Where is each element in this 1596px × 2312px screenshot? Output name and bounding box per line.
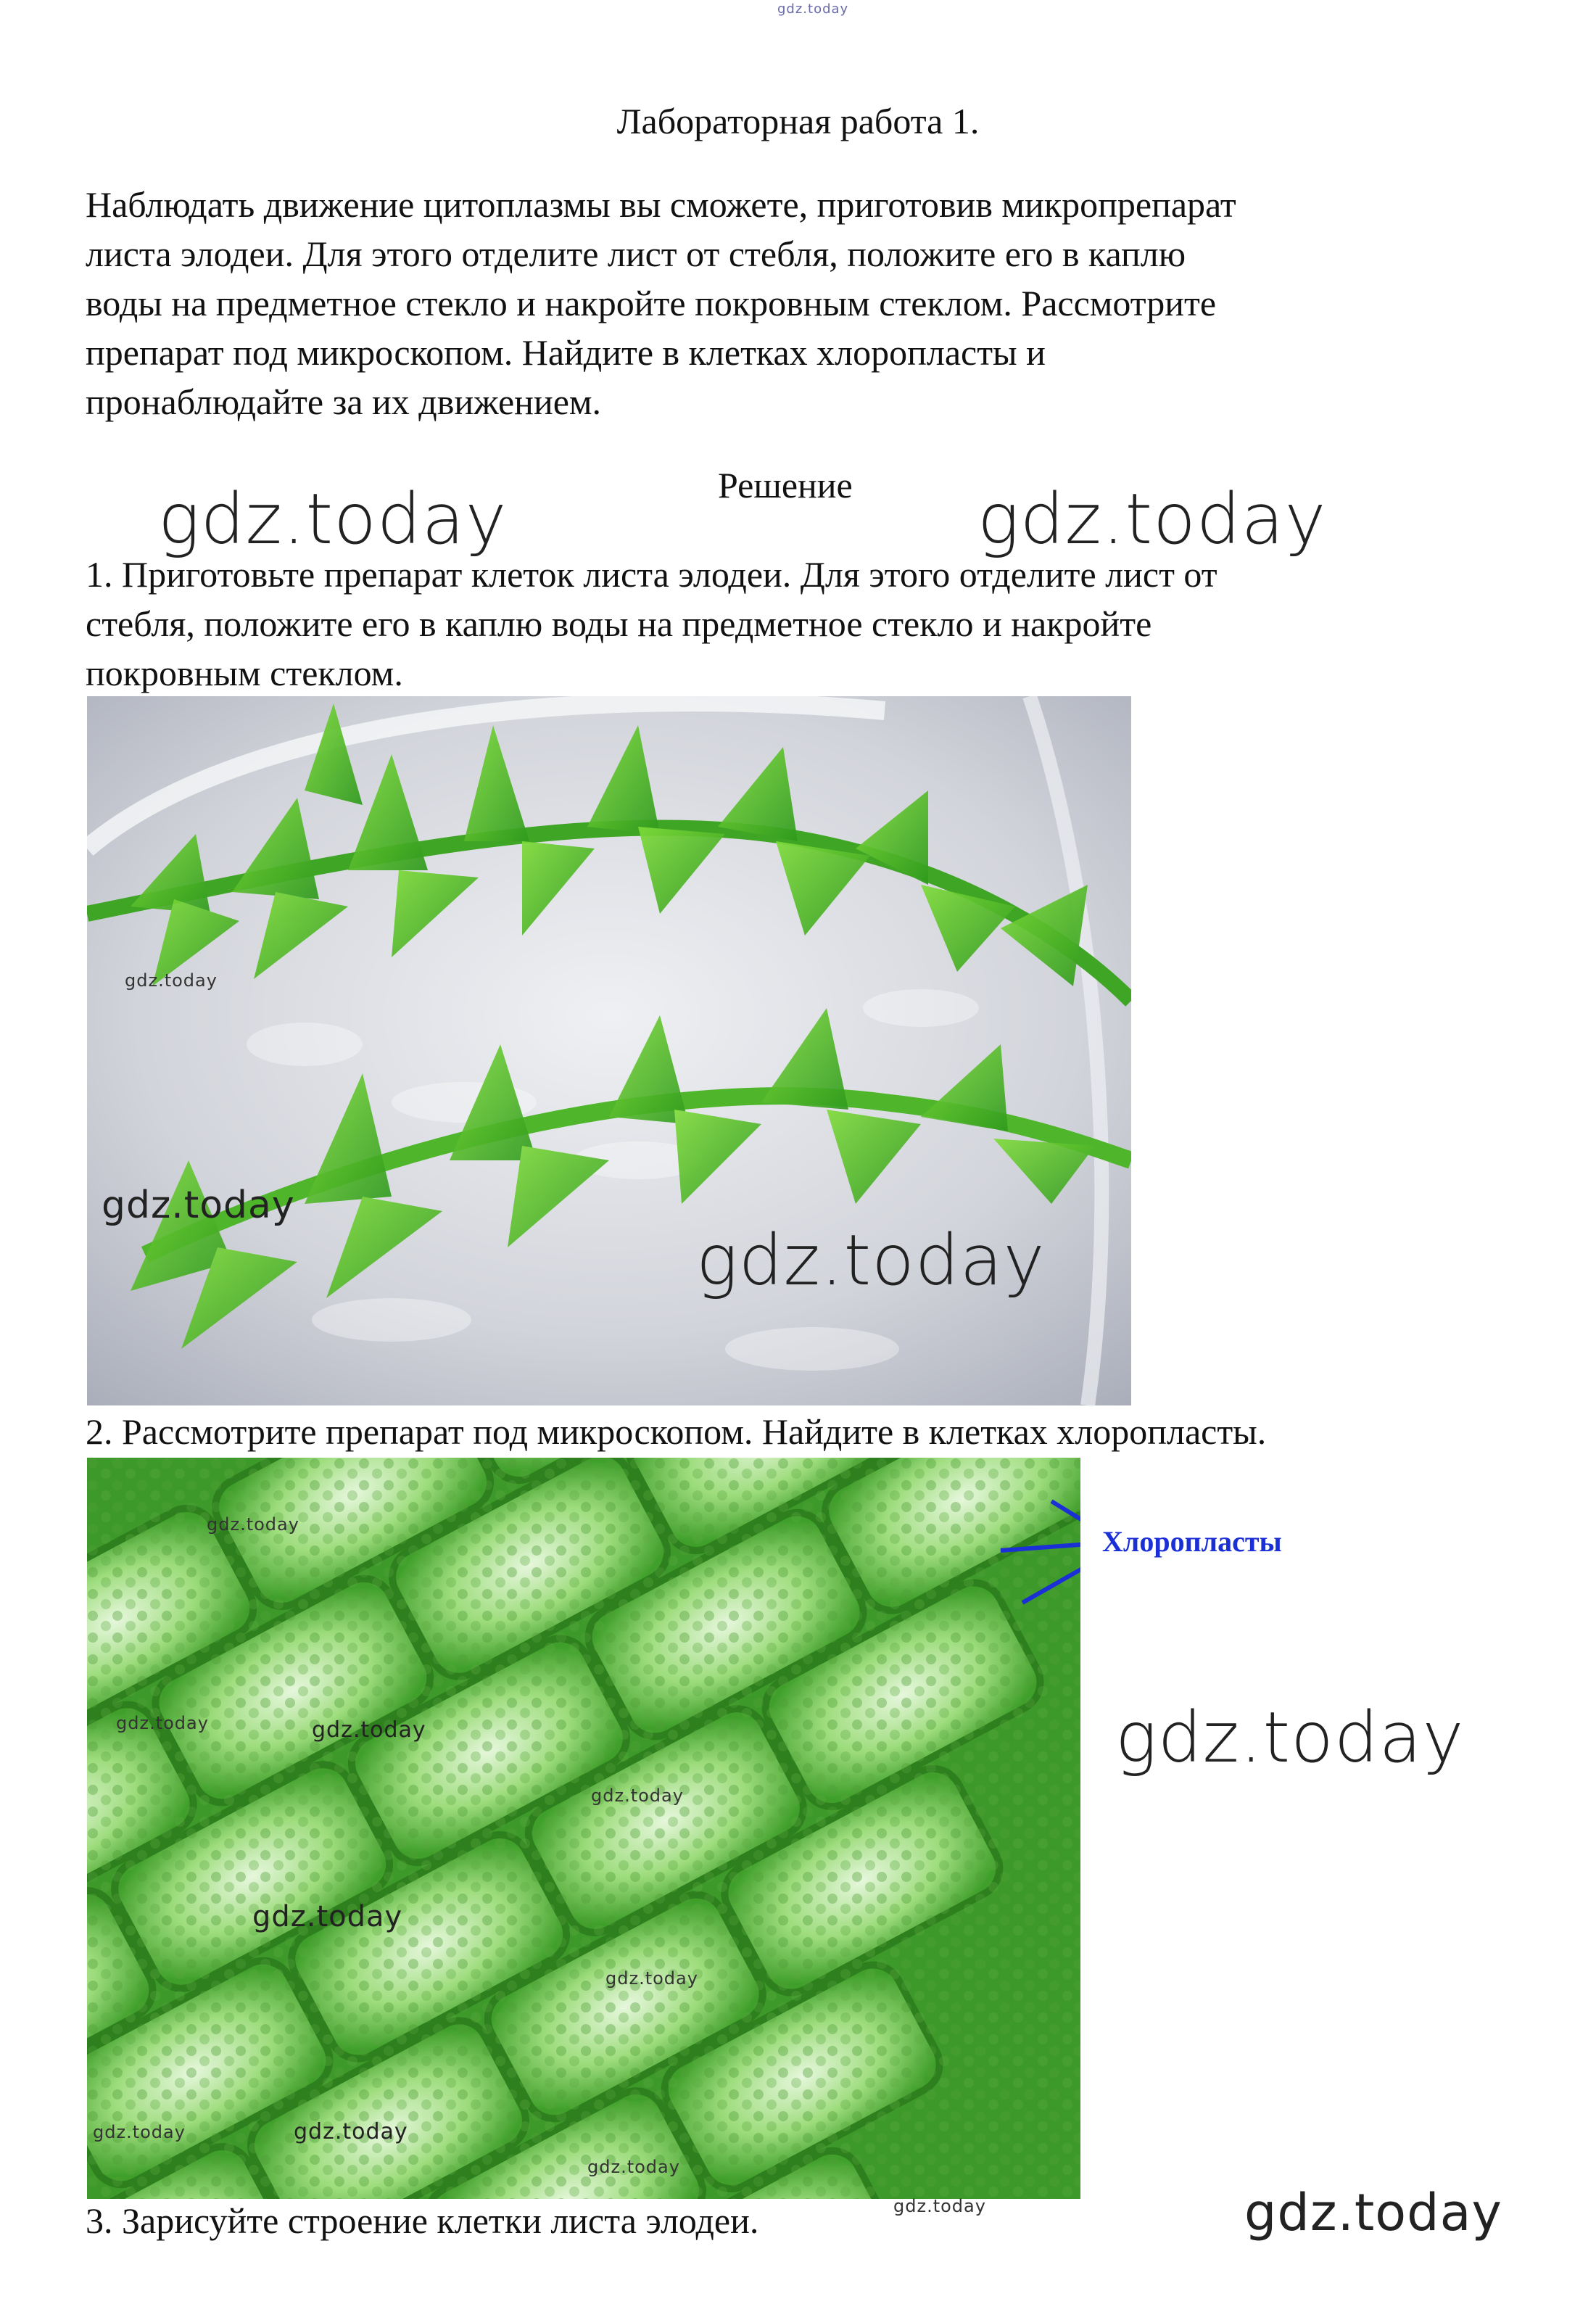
- step-1-line: 1. Приготовьте препарат клеток листа элодеи. Для этого отделите лист от: [86, 554, 1217, 595]
- watermark: gdz.today: [252, 1900, 403, 1933]
- watermark: gdz.today: [977, 479, 1327, 560]
- solution-heading: Решение: [718, 465, 853, 505]
- step-3: 3. Зарисуйте строение клетки листа элодеи.: [86, 2200, 759, 2241]
- page-title: Лабораторная работа 1.: [616, 101, 980, 141]
- step-2: 2. Рассмотрите препарат под микроскопом. Найдите в клетках хлоропласты.: [86, 1411, 1267, 1452]
- task-paragraph: [86, 180, 1536, 426]
- watermark: gdz.today: [294, 2119, 408, 2144]
- watermark: gdz.today: [591, 1785, 684, 1806]
- step-1-line: стебля, положите его в каплю воды на предметное стекло и накройте: [86, 603, 1152, 644]
- elodea-photo: [87, 696, 1131, 1405]
- watermark: gdz.today: [587, 2157, 680, 2177]
- watermark: gdz.today: [116, 1713, 209, 1733]
- step-1: [86, 550, 1572, 698]
- watermark-top: gdz.today: [777, 1, 849, 17]
- watermark: gdz.today: [125, 970, 218, 991]
- watermark: gdz.today: [158, 479, 508, 560]
- task-line: листа элодеи. Для этого отделите лист от стебля, положите его в каплю: [86, 234, 1186, 274]
- watermark: gdz.today: [1115, 1697, 1465, 1778]
- task-line: воды на предметное стекло и накройте покровным стеклом. Рассмотрите: [86, 283, 1217, 323]
- chloroplast-label: Хлоропласты: [1102, 1525, 1282, 1558]
- task-line: препарат под микроскопом. Найдите в клетках хлоропласты и: [86, 332, 1046, 373]
- watermark: gdz.today: [207, 1514, 299, 1535]
- task-line: пронаблюдайте за их движением.: [86, 381, 602, 422]
- watermark: gdz.today: [696, 1220, 1046, 1301]
- task-line: Наблюдать движение цитоплазмы вы сможете, приготовив микропрепарат: [86, 184, 1236, 225]
- watermark: gdz.today: [893, 2196, 986, 2216]
- micrograph-photo: [87, 1458, 1080, 2199]
- watermark: gdz.today: [102, 1184, 295, 1227]
- watermark: gdz.today: [312, 1717, 426, 1743]
- watermark: gdz.today: [605, 1968, 698, 1989]
- step-1-line: покровным стеклом.: [86, 653, 403, 693]
- watermark: gdz.today: [93, 2122, 186, 2142]
- watermark: gdz.today: [1244, 2183, 1502, 2242]
